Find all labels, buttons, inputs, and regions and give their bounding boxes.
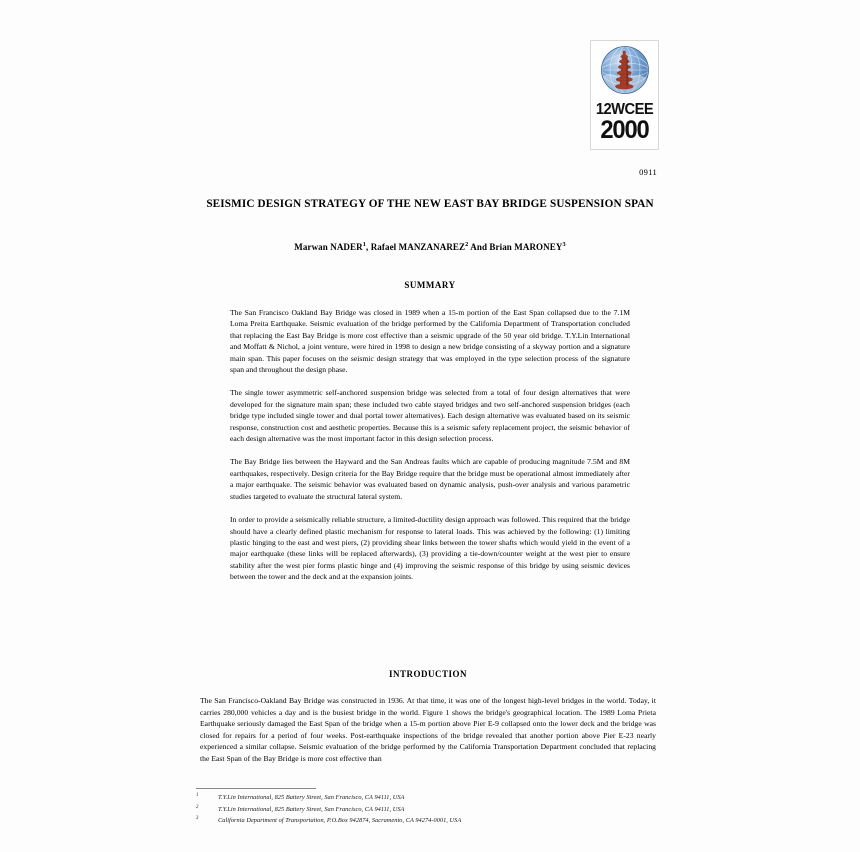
author-2-name: Rafael MANZANAREZ	[370, 242, 466, 252]
summary-paragraph-3: The Bay Bridge lies between the Hayward and the San Andreas faults which are capable of producing magnitude 7.5M and 8M earthquakes, respectively. Design criteria for the Bay Bridge require that the bridge must be operational almost immediately after a major earthquake. The seismic behavior was evaluated based on dynamic analysis, push-over analysis and various parametric studies targeted to evaluate the structural lateral system.	[230, 457, 630, 501]
summary-section	[230, 280, 630, 595]
logo-line-1: 12WCEE	[595, 101, 654, 118]
page-title: SEISMIC DESIGN STRATEGY OF THE NEW EAST BAY BRIDGE SUSPENSION SPAN	[206, 197, 654, 210]
footnote-1-text: T.Y.Lin International, 825 Battery Street, San Francisco, CA 94111, USA	[218, 794, 405, 802]
summary-paragraph-4: In order to provide a seismically reliable structure, a limited-ductility design approach was followed. This required that the bridge should have a clearly defined plastic mechanism for response to lateral loads. This was achieved by the following: (1) limiting plastic hinging to the east and west piers, (2) providing shear links between the tower shafts which would yield in the event of a major earthquake (these links will be replaced afterwards), (3) providing a tie-down/counter weight at the west pier to ensure stability after the west pier forms plastic hinge and (4) improving the seismic response of this bridge by using seismic devices between the tower and the deck and at the expansion joints.	[230, 515, 630, 582]
introduction-heading: INTRODUCTION	[388, 669, 467, 679]
author-3-name: Brian MARONEY	[489, 242, 563, 252]
paper-number: 0911	[639, 167, 657, 177]
footnote-1	[196, 791, 656, 803]
footnote-2-marker: 2	[196, 804, 199, 810]
footnotes	[196, 788, 656, 826]
author-1-name: Marwan NADER	[294, 242, 363, 252]
introduction-section	[200, 669, 656, 764]
logo-globe-container	[591, 41, 659, 105]
logo-line-2: 2000	[600, 116, 649, 144]
author-3-affiliation-marker: 3	[562, 241, 566, 248]
footnote-separator-rule	[196, 788, 316, 789]
footnote-3-text: California Department of Transportation, P.O.Box 942874, Sacramento, CA 94274-0001, USA	[218, 817, 462, 825]
author-2-affiliation-marker: 2	[465, 241, 469, 248]
logo-wordmark	[591, 101, 658, 143]
summary-paragraph-2: The single tower asymmetric self-anchored suspension bridge was selected from a total of four design alternatives that were developed for the signature main span; these included two cable stayed bridges and two self-anchored suspension bridges (each bridge type included single tower and dual portal tower alternatives). Each design alternative was evaluated based on its seismic response, construction cost and aesthetic properties. Because this is a seismic safety replacement project, the seismic behavior of each design alternative was the most important factor in this design selection process.	[230, 388, 630, 444]
footnote-3	[196, 814, 656, 826]
footnote-2-text: T.Y.Lin International, 825 Battery Street, San Francisco, CA 94111, USA	[218, 805, 405, 813]
author-separator-1: ,	[365, 242, 371, 252]
author-1-affiliation-marker: 1	[362, 241, 366, 248]
summary-paragraph-1: The San Francisco Oakland Bay Bridge was closed in 1989 when a 15-m portion of the East Span collapsed due to the 7.1M Loma Preita Earthquake. Seismic evaluation of the bridge performed by the California Department of Transportation concluded that replacing the East Bay Bridge is more cost effective than a seismic upgrade of the 50 year old bridge. T.Y.Lin International and Moffatt & Nichol, a joint venture, were hired in 1998 to design a new bridge consisting of a skyway portion and a signature main span. This paper focuses on the seismic design strategy that was employed in the type selection process of the signature span and throughout the design phase.	[230, 308, 630, 375]
footnote-1-marker: 1	[196, 793, 199, 798]
summary-heading: SUMMARY	[404, 280, 456, 290]
author-separator-2: And	[468, 242, 490, 252]
footnote-2	[196, 803, 656, 815]
conference-globe-icon	[600, 45, 650, 95]
footnote-3-marker: 3	[196, 816, 199, 822]
author-line	[205, 242, 655, 252]
introduction-paragraph-1: The San Francisco-Oakland Bay Bridge was constructed in 1936. At that time, it was one of the longest high-level bridges in the world. Today, it carries 280,000 vehicles a day and is the busiest bridge in the world. Figure 1 shows the bridge's geographical location. The 1989 Loma Prieta Earthquake seriously damaged the East Span of the bridge when a 15-m portion above Pier E-9 collapsed onto the lower deck and the bridge was closed for repairs for a period of four weeks. Post-earthquake inspections of the bridge revealed that another portion above Pier E-23 nearly experienced a similar collapse. Seismic evaluation of the bridge performed by the California Transportation Department concluded that replacing the East Span of the Bay Bridge is more cost effective than	[200, 696, 656, 763]
conference-logo	[590, 40, 659, 150]
